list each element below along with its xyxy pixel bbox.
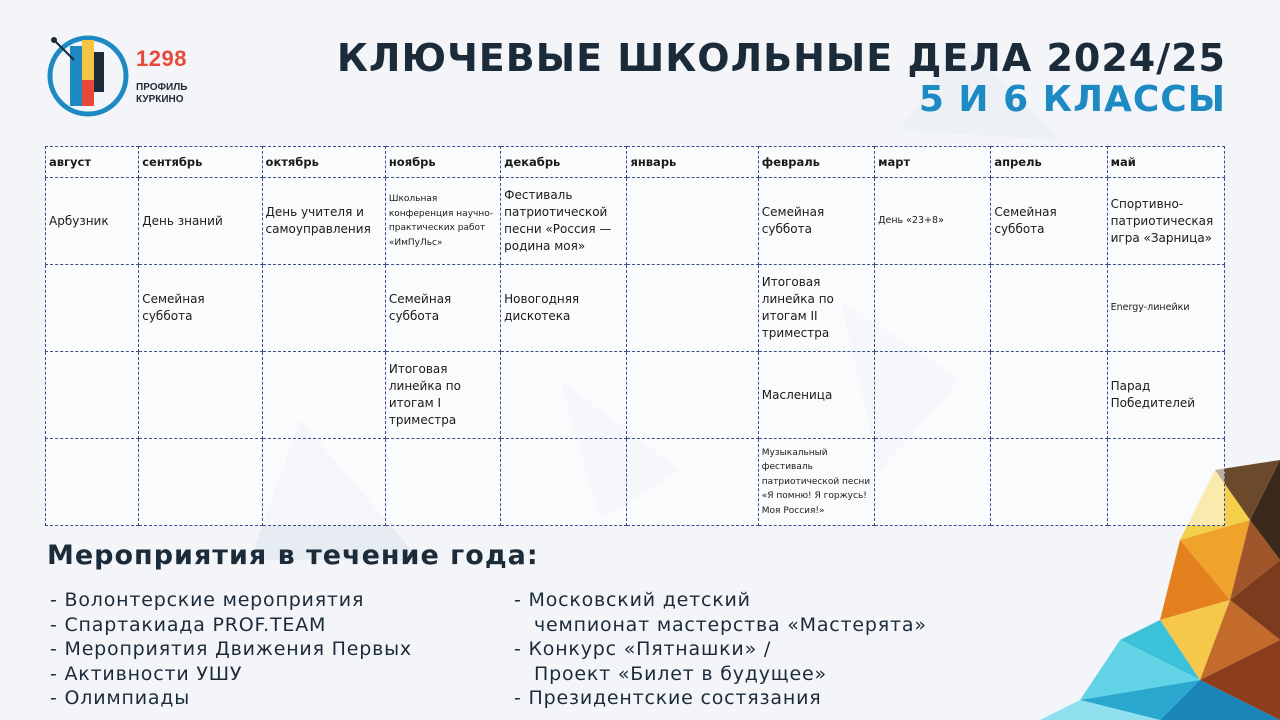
month-header: декабрь <box>501 147 627 178</box>
logo-number: 1298 <box>136 46 187 71</box>
events-schedule-table <box>45 146 1225 526</box>
list-item: чемпионат мастерства «Мастерята» <box>534 613 927 636</box>
month-header: сентябрь <box>139 147 262 178</box>
school-logo <box>44 32 204 118</box>
table-cell: Итоговая линейка по итогам I триместра <box>385 352 500 439</box>
month-header: октябрь <box>262 147 385 178</box>
table-cell: Масленица <box>758 352 874 439</box>
month-header: ноябрь <box>385 147 500 178</box>
table-cell <box>1107 439 1224 526</box>
table-cell <box>385 439 500 526</box>
month-header: август <box>46 147 139 178</box>
table-cell <box>875 352 991 439</box>
month-header: февраль <box>758 147 874 178</box>
table-cell: День «23+8» <box>875 178 991 265</box>
table-cell <box>46 352 139 439</box>
table-cell: Итоговая линейка по итогам II триместра <box>758 265 874 352</box>
table-cell: Семейная суббота <box>139 265 262 352</box>
table-cell <box>627 439 758 526</box>
table-cell <box>501 439 627 526</box>
logo-text-profile: ПРОФИЛЬ <box>136 82 188 93</box>
table-cell <box>991 352 1107 439</box>
table-cell: Семейная суббота <box>758 178 874 265</box>
table-cell: Energy-линейки <box>1107 265 1224 352</box>
table-cell <box>46 265 139 352</box>
logo-emblem-icon <box>44 32 134 118</box>
list-item: Проект «Билет в будущее» <box>534 662 827 685</box>
table-cell <box>627 265 758 352</box>
month-header: январь <box>627 147 758 178</box>
table-cell: Фестиваль патриотической песни «Россия — родина моя» <box>501 178 627 265</box>
list-item: - Спартакиада PROF.TEAM <box>50 613 327 636</box>
list-item: - Президентские состязания <box>514 687 822 709</box>
table-cell <box>627 352 758 439</box>
list-item: - Олимпиады <box>50 687 191 709</box>
logo-text-kurkino: КУРКИНО <box>136 94 184 105</box>
table-cell <box>139 439 262 526</box>
table-cell <box>875 439 991 526</box>
table-cell: Школьная конференция научно-практических работ «ИмПуЛьс» <box>385 178 500 265</box>
table-cell: Музыкальный фестиваль патриотической песни «Я помню! Я горжусь! Моя Россия!» <box>758 439 874 526</box>
table-cell: Семейная суббота <box>385 265 500 352</box>
month-header: март <box>875 147 991 178</box>
table-cell: Спортивно-патриотическая игра «Зарница» <box>1107 178 1224 265</box>
table-header-row <box>46 147 1225 178</box>
table-cell: День учителя и самоуправления <box>262 178 385 265</box>
page-title <box>337 36 1226 120</box>
month-header: май <box>1107 147 1224 178</box>
list-item: - Активности УШУ <box>50 662 243 685</box>
table-cell: Парад Победителей <box>1107 352 1224 439</box>
list-item: - Конкурс «Пятнашки» / <box>514 638 772 660</box>
list-item: - Московский детский <box>514 589 751 611</box>
list-item: - Мероприятия Движения Первых <box>50 638 412 660</box>
table-cell <box>501 352 627 439</box>
table-cell: Новогодняя дискотека <box>501 265 627 352</box>
table-cell <box>262 352 385 439</box>
table-cell <box>991 265 1107 352</box>
table-cell <box>262 439 385 526</box>
title-subtitle: 5 И 6 КЛАССЫ <box>918 79 1226 120</box>
table-row <box>46 439 1225 526</box>
table-cell: Семейная суббота <box>991 178 1107 265</box>
table-row <box>46 178 1225 265</box>
table-row <box>46 352 1225 439</box>
table-cell <box>139 352 262 439</box>
events-list-right <box>514 588 927 711</box>
table-cell <box>46 439 139 526</box>
table-cell <box>262 265 385 352</box>
table-cell: Арбузник <box>46 178 139 265</box>
title-main: КЛЮЧЕВЫЕ ШКОЛЬНЫЕ ДЕЛА 2024/25 <box>336 36 1226 80</box>
list-item: - Волонтерские мероприятия <box>50 589 365 611</box>
table-cell: День знаний <box>139 178 262 265</box>
table-cell <box>991 439 1107 526</box>
table-cell <box>627 178 758 265</box>
events-list-left <box>50 588 412 711</box>
month-header: апрель <box>991 147 1107 178</box>
table-cell <box>875 265 991 352</box>
events-section-title: Мероприятия в течение года: <box>47 540 539 571</box>
table-row <box>46 265 1225 352</box>
